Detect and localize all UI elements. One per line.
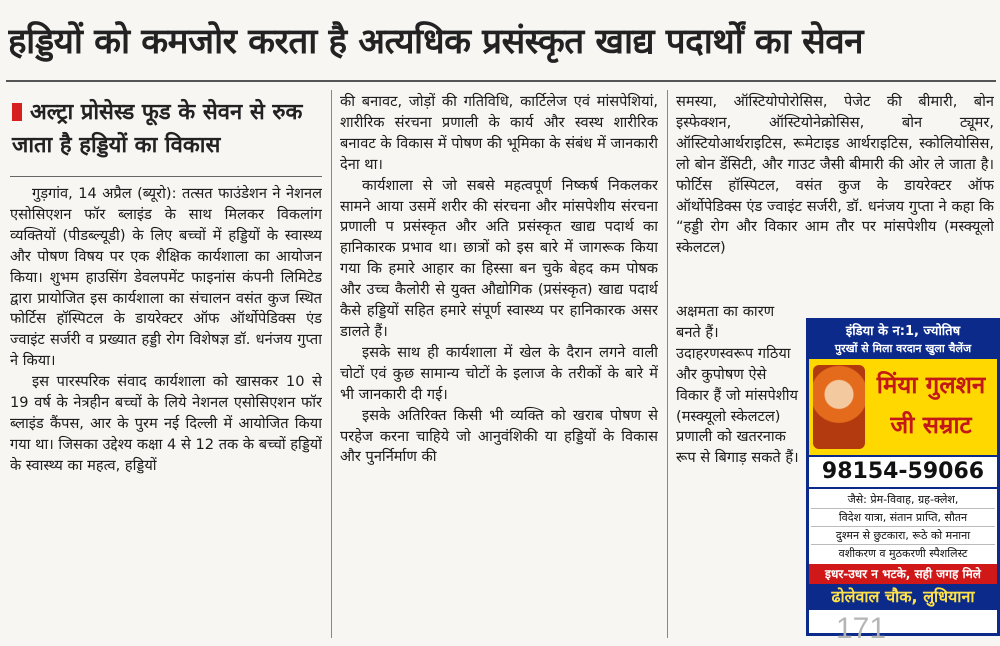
paragraph: कार्यशाला से जो सबसे महत्वपूर्ण निष्कर्ष निकलकर सामने आया उसमें शरीर की संरचना और मांसपेशीय संरचना प्रणाली प प्रसंस्कृत और अति प्रसंस्कृत खाद्य पदार्थ का हानिकारक प्रभाव था। छात्रों को इस बारे में जागरूक किया गया कि हमारे आहार का हिस्सा बन चुके बेहद कम पोषक और उच्च कैलोरी से युक्त औद्योगिक (प्रसंस्कृत) खाद्य पदार्थ कैसे हड्डियों सहित हमारे संपूर्ण स्वास्थ्य पर हानिकारक असर डालते हैं। bbox=[340, 176, 658, 340]
saint-portrait-icon bbox=[813, 365, 865, 449]
subheadline-rule bbox=[10, 176, 322, 177]
column-divider bbox=[667, 90, 668, 638]
article-column-1 bbox=[10, 184, 322, 636]
ad-banner bbox=[809, 359, 997, 455]
ad-line1: इंडिया के न:1, ज्योतिष bbox=[845, 324, 961, 339]
ad-phone: 98154-59066 bbox=[809, 455, 997, 489]
paragraph: की बनावट, जोड़ों की गतिविधि, कार्टिलेज एवं मांसपेशियां, शारीरिक संरचना प्रणाली के कार्य और स्वस्थ शारीरिक बनावट के विकास में पोषण की भूमिका के संबंध में जानकारी देना था। bbox=[340, 93, 658, 173]
headline-rule bbox=[6, 80, 996, 82]
ad-line2: पुरखों से मिला वरदान खुला चैलेंज bbox=[834, 342, 972, 355]
ad-tagline: इधर-उधर न भटके, सही जगह मिले bbox=[809, 564, 997, 584]
ad-service-row: विदेश यात्रा, संतान प्राप्ति, सौतन bbox=[811, 509, 995, 527]
paragraph: इस पारस्परिक संवाद कार्यशाला को खासकर 10 से 19 वर्ष के नेत्रहीन बच्चों के लिये नेशनल एसोसिएशन फॉर ब्लाइंड कैंपस, आर के पुरम नई दिल्ली में आयोजित किया गया था। जिसका उद्देश्य कक्षा 4 से 12 तक के बच्चों हड्डियों के स्वास्थ्य का महत्व, हड्डियों bbox=[10, 373, 322, 474]
headline: हड्डियों को कमजोर करता है अत्यधिक प्रसंस्कृत खाद्य पदार्थों का सेवन bbox=[8, 22, 864, 62]
red-bullet-icon bbox=[12, 103, 22, 121]
ad-service-row: वशीकरण व मुठकरणी स्पैशलिस्ट bbox=[838, 547, 968, 560]
ad-header bbox=[809, 321, 997, 359]
paragraph: इसके अतिरिक्त किसी भी व्यक्ति को खराब पोषण से परहेज करना चाहिये जो आनुवंशिकी या हड्डियों के विकास और पुनर्निर्माण की bbox=[340, 406, 658, 466]
astrologer-advertisement bbox=[806, 318, 1000, 636]
paragraph: इसके साथ ही कार्यशाला में खेल के दैरान लगने वाली चोटों एवं कुछ सामान्य चोटों के इलाज के तरीकों के बारे में भी जानकारी दी गई। bbox=[340, 343, 658, 403]
article-column-3-top bbox=[676, 92, 994, 322]
subheadline-text: अल्ट्रा प्रोसेस्ड फूड के सेवन से रुक जाता है हड्डियों का विकास bbox=[12, 100, 303, 158]
subheadline bbox=[12, 96, 322, 170]
ad-service-row: जैसे: प्रेम-विवाह, ग्रह-क्लेश, bbox=[811, 491, 995, 509]
page-number-mark: 171 bbox=[836, 612, 887, 645]
article-column-2 bbox=[340, 92, 658, 636]
paragraph: अक्षमता का कारण बनते हैं। उदाहरणस्वरूप गठिया और कुपोषण ऐसे विकार हैं जो मांसपेशीय (मस्क्यूलो स्केलटल) प्रणाली को खतरनाक रूप से बिगाड़ सकते हैं। bbox=[676, 303, 799, 467]
article-column-3-bottom bbox=[676, 302, 800, 636]
ad-place: ढोलेवाल चौक, लुधियाना bbox=[809, 584, 997, 610]
ad-name: मिंया गुलशन जी सम्राट bbox=[876, 371, 986, 439]
column-divider bbox=[331, 90, 332, 638]
ad-services bbox=[809, 489, 997, 564]
ad-service-row: दुश्मन से छुटकारा, रूठे को मनाना bbox=[811, 527, 995, 545]
paragraph: गुड़गांव, 14 अप्रैल (ब्यूरो): तत्सत फाउंडेशन ने नेशनल एसोसिएशन फॉर ब्लाइंड के साथ मिलकर विकलांग व्यक्तियों (पीडब्ल्यूडी) के लिए बच्चों में हड्डियों के स्वास्थ्य और पोषण विषय पर एक शैक्षिक कार्यशाला का आयोजन किया। शुभम हाउसिंग डेवलपमेंट फाइनांस कंपनी लिमिटेड द्वारा प्रायोजित इस कार्यशाला का संचालन वसंत कुज स्थित फोर्टिस हॉस्पिटल के डायरेक्टर ऑफ ऑर्थोपेडिक्स एंड ज्वाइंट सर्जरी व प्रख्यात हड्डी रोग विशेषज्ञ डॉ. धनंजय गुप्ता ने किया। bbox=[10, 185, 322, 370]
paragraph: समस्या, ऑस्टियोपोरोसिस, पेजेट की बीमारी, बोन इस्फेक्शन, ऑस्टियोनेक्रोसिस, बोन ट्यूमर, ऑस्टियोआर्थराइटिस, रूमेटाइड आर्थराइटिस, स्कोलियोसिस, लो बोन डेंसिटी, और गाउट जैसी बीमारी की ओर ले जाता है। फोर्टिस हॉस्पिटल, वसंत कुज के डायरेक्टर ऑफ ऑर्थोपेडिक्स एंड ज्वाइंट सर्जरी, डॉ. धनंजय गुप्ता ने कहा कि “हड्डी रोग और विकार आम तौर पर मांसपेशीय (मस्क्यूलो स्केलटल) bbox=[676, 93, 994, 257]
